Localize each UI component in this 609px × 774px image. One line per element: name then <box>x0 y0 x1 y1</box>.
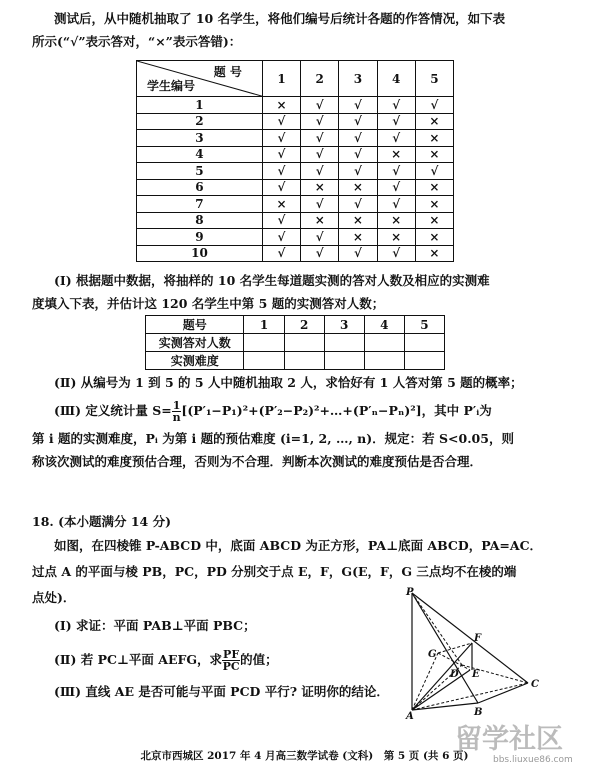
mark-cell: × <box>339 212 377 229</box>
col-header: 5 <box>404 316 444 334</box>
q18-sub-2-tail: 的值； <box>240 652 278 667</box>
mark-cell: √ <box>339 146 377 163</box>
q18-sub-3: (Ⅲ) 直线 AE 是否可能与平面 PCD 平行? 证明你的结论． <box>54 684 389 699</box>
mark-cell: √ <box>339 130 377 147</box>
blank-cell <box>244 352 284 370</box>
col-header: 2 <box>301 61 339 97</box>
mark-cell: √ <box>262 163 300 180</box>
label-p: P <box>406 587 414 598</box>
col-header: 3 <box>324 316 364 334</box>
fraction-numerator: 1 <box>172 399 181 412</box>
table-header-diagonal <box>137 61 263 97</box>
mark-cell: √ <box>301 97 339 114</box>
q18-line-1: 如图，在四棱锥 P-ABCD 中，底面 ABCD 为正方形，PA⊥底面 ABCD，PA=AC． <box>54 538 543 553</box>
mark-cell: × <box>377 146 415 163</box>
q18-sub-1: (Ⅰ) 求证：平面 PAB⊥平面 PBC； <box>54 618 256 633</box>
student-id-cell: 9 <box>137 229 263 246</box>
mark-cell: × <box>415 113 453 130</box>
difficulty-table <box>145 315 445 370</box>
blank-cell <box>364 334 404 352</box>
part3-line-2: 第 i 题的实测难度，Pᵢ 为第 i 题的预估难度 (i=1, 2, …, n)．规定：若 S<0.05，则 <box>32 431 514 446</box>
q18-title: 18. (本小题满分 14 分) <box>32 514 172 529</box>
mark-cell: × <box>415 212 453 229</box>
table-row <box>137 245 454 262</box>
mark-cell: √ <box>262 146 300 163</box>
mark-cell: √ <box>377 245 415 262</box>
blank-cell <box>324 352 364 370</box>
q18-sub-2-lead: (Ⅱ) 若 PC⊥平面 AEFG，求 <box>54 652 223 667</box>
table-row <box>137 212 454 229</box>
mark-cell: √ <box>262 212 300 229</box>
mark-cell: × <box>377 212 415 229</box>
label-g: G <box>428 649 437 660</box>
label-b: B <box>474 707 483 718</box>
label-d: D <box>450 669 459 680</box>
blank-cell <box>324 334 364 352</box>
mark-cell: √ <box>301 196 339 213</box>
mark-cell: × <box>415 229 453 246</box>
student-id-cell: 1 <box>137 97 263 114</box>
part2-text: (Ⅱ) 从编号为 1 到 5 的 5 人中随机抽取 2 人，求恰好有 1 人答对第 5 题的概率； <box>54 375 523 390</box>
header-student: 学生编号 <box>147 79 196 93</box>
blank-cell <box>284 352 324 370</box>
student-id-cell: 2 <box>137 113 263 130</box>
mark-cell: × <box>415 245 453 262</box>
part1-line-1: (Ⅰ) 根据题中数据，将抽样的 10 名学生每道题实测的答对人数及相应的实测难 <box>54 273 490 288</box>
watermark-url: bbs.liuxue86.com <box>493 755 573 765</box>
col-header: 5 <box>415 61 453 97</box>
mark-cell: √ <box>262 113 300 130</box>
blank-cell <box>364 352 404 370</box>
page-footer: 北京市西城区 2017 年 4 月高三数学试卷 (文科) 第 5 页 (共 6 页) <box>140 750 469 762</box>
mark-cell: √ <box>301 113 339 130</box>
mark-cell: √ <box>339 163 377 180</box>
mark-cell: × <box>415 130 453 147</box>
col-header: 1 <box>244 316 284 334</box>
table-row <box>137 229 454 246</box>
row-label: 实测难度 <box>146 352 244 370</box>
q18-sub-2 <box>54 649 278 672</box>
mark-cell: × <box>262 196 300 213</box>
header-question: 题 号 <box>213 65 242 79</box>
part1-line-2: 度填入下表，并估计这 120 名学生中第 5 题的实测答对人数； <box>32 296 385 311</box>
watermark-logo <box>453 718 603 766</box>
mark-cell: × <box>377 229 415 246</box>
mark-cell: √ <box>339 113 377 130</box>
intro-line-2: 所示(“√”表示答对，“×”表示答错)： <box>32 34 242 49</box>
q18-line-3: 点处)． <box>32 590 76 605</box>
col-header: 2 <box>284 316 324 334</box>
mark-cell: √ <box>377 179 415 196</box>
blank-cell <box>404 334 444 352</box>
col-header: 4 <box>377 61 415 97</box>
mark-cell: √ <box>377 130 415 147</box>
table-row <box>137 179 454 196</box>
student-id-cell: 7 <box>137 196 263 213</box>
mark-cell: × <box>301 212 339 229</box>
mark-cell: √ <box>377 113 415 130</box>
student-id-cell: 3 <box>137 130 263 147</box>
student-id-cell: 4 <box>137 146 263 163</box>
label-f: F <box>474 633 482 644</box>
intro-line-1: 测试后，从中随机抽取了 10 名学生，将他们编号后统计各题的作答情况，如下表 <box>54 11 506 26</box>
mark-cell: √ <box>301 130 339 147</box>
blank-cell <box>284 334 324 352</box>
mark-cell: × <box>339 179 377 196</box>
mark-cell: × <box>415 179 453 196</box>
mark-cell: √ <box>415 163 453 180</box>
mark-cell: × <box>262 97 300 114</box>
table-row <box>137 113 454 130</box>
table-row <box>137 97 454 114</box>
watermark-brand: 留学社区 <box>455 724 563 755</box>
mark-cell: √ <box>262 245 300 262</box>
mark-cell: √ <box>262 229 300 246</box>
student-id-cell: 5 <box>137 163 263 180</box>
part3-line-1 <box>54 400 492 423</box>
blank-cell <box>404 352 444 370</box>
mark-cell: √ <box>339 97 377 114</box>
mark-cell: √ <box>262 179 300 196</box>
mark-cell: √ <box>301 229 339 246</box>
fraction-denominator: n <box>172 411 181 424</box>
col-header: 题号 <box>146 316 244 334</box>
part3-formula: [(P′₁−P₁)²+(P′₂−P₂)²+…+(P′ₙ−Pₙ)²]，其中 P′ᵢ为 <box>181 403 492 418</box>
mark-cell: √ <box>339 245 377 262</box>
mark-cell: √ <box>377 163 415 180</box>
mark-cell: √ <box>301 163 339 180</box>
table-row <box>137 163 454 180</box>
table-row <box>137 130 454 147</box>
mark-cell: × <box>415 196 453 213</box>
fraction-numerator: PF <box>223 648 240 661</box>
label-c: C <box>531 679 539 690</box>
col-header: 3 <box>339 61 377 97</box>
student-id-cell: 8 <box>137 212 263 229</box>
table-row <box>137 146 454 163</box>
fraction-1-over-n <box>172 400 182 423</box>
mark-cell: √ <box>301 146 339 163</box>
answer-table <box>136 60 454 262</box>
mark-cell: × <box>415 146 453 163</box>
mark-cell: √ <box>339 196 377 213</box>
label-e: E <box>472 669 480 680</box>
blank-cell <box>244 334 284 352</box>
label-a: A <box>406 711 414 720</box>
fraction-pf-over-pc <box>222 649 240 672</box>
mark-cell: √ <box>301 245 339 262</box>
table-row <box>137 196 454 213</box>
student-id-cell: 6 <box>137 179 263 196</box>
mark-cell: √ <box>262 130 300 147</box>
row-label: 实测答对人数 <box>146 334 244 352</box>
student-id-cell: 10 <box>137 245 263 262</box>
q18-line-2: 过点 A 的平面与棱 PB，PC，PD 分别交于点 E，F，G(E，F，G 三点均不在棱的端 <box>32 564 517 579</box>
col-header: 1 <box>262 61 300 97</box>
fraction-denominator: PC <box>222 660 240 673</box>
mark-cell: √ <box>415 97 453 114</box>
mark-cell: √ <box>377 196 415 213</box>
mark-cell: × <box>301 179 339 196</box>
mark-cell: √ <box>377 97 415 114</box>
mark-cell: × <box>339 229 377 246</box>
part3-lead: (Ⅲ) 定义统计量 S= <box>54 403 172 418</box>
col-header: 4 <box>364 316 404 334</box>
pyramid-figure <box>400 585 545 720</box>
part3-line-3: 称该次测试的难度预估合理，否则为不合理．判断本次测试的难度预估是否合理． <box>32 454 483 469</box>
